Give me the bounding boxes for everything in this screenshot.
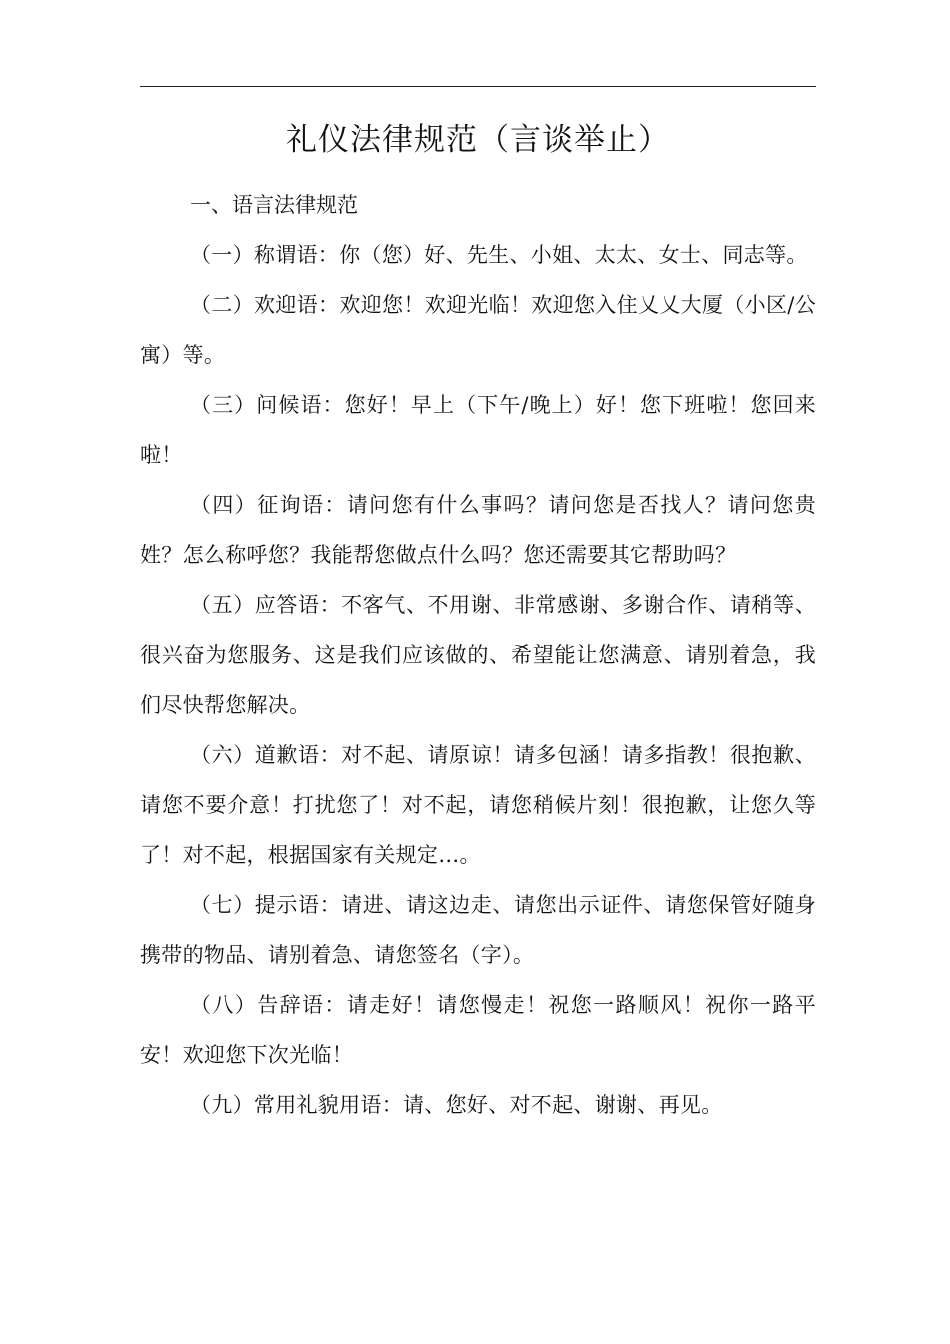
section-heading: 一、语言法律规范	[190, 193, 358, 217]
paragraph-welcome: （二）欢迎语：欢迎您！欢迎光临！欢迎您入住乂乂大厦（小区/公寓）等。	[140, 293, 816, 367]
paragraph-inquiry: （四）征询语：请问您有什么事吗？请问您是否找人？请问您贵姓？怎么称呼您？我能帮您做点什么吗？您还需要其它帮助吗？	[140, 493, 816, 567]
paragraph-response: （五）应答语：不客气、不用谢、非常感谢、多谢合作、请稍等、很兴奋为您服务、这是我们应该做的、希望能让您满意、请别着急，我们尽快帮您解决。	[140, 593, 816, 717]
paragraph-common-courtesy: （九）常用礼貌用语：请、您好、对不起、谢谢、再见。	[190, 1093, 723, 1117]
paragraph-prompt: （七）提示语：请进、请这边走、请您出示证件、请您保管好随身携带的物品、请别着急、请您签名（字）。	[140, 893, 816, 967]
document-title: 礼仪法律规范（言谈举止）	[286, 122, 670, 158]
paragraph-farewell: （八）告辞语：请走好！请您慢走！祝您一路顺风！祝你一路平安！欢迎您下次光临！	[140, 993, 816, 1067]
paragraph-apology: （六）道歉语：对不起、请原谅！请多包涵！请多指教！很抱歉、请您不要介意！打扰您了！对不起，请您稍候片刻！很抱歉，让您久等了！对不起，根据国家有关规定…。	[140, 743, 816, 867]
paragraph-forms-of-address: （一）称谓语：你（您）好、先生、小姐、太太、女士、同志等。	[190, 243, 808, 267]
paragraph-greeting: （三）问候语：您好！早上（下午/晚上）好！您下班啦！您回来啦！	[140, 393, 816, 467]
document-body	[140, 180, 816, 1130]
header-rule	[140, 86, 816, 87]
